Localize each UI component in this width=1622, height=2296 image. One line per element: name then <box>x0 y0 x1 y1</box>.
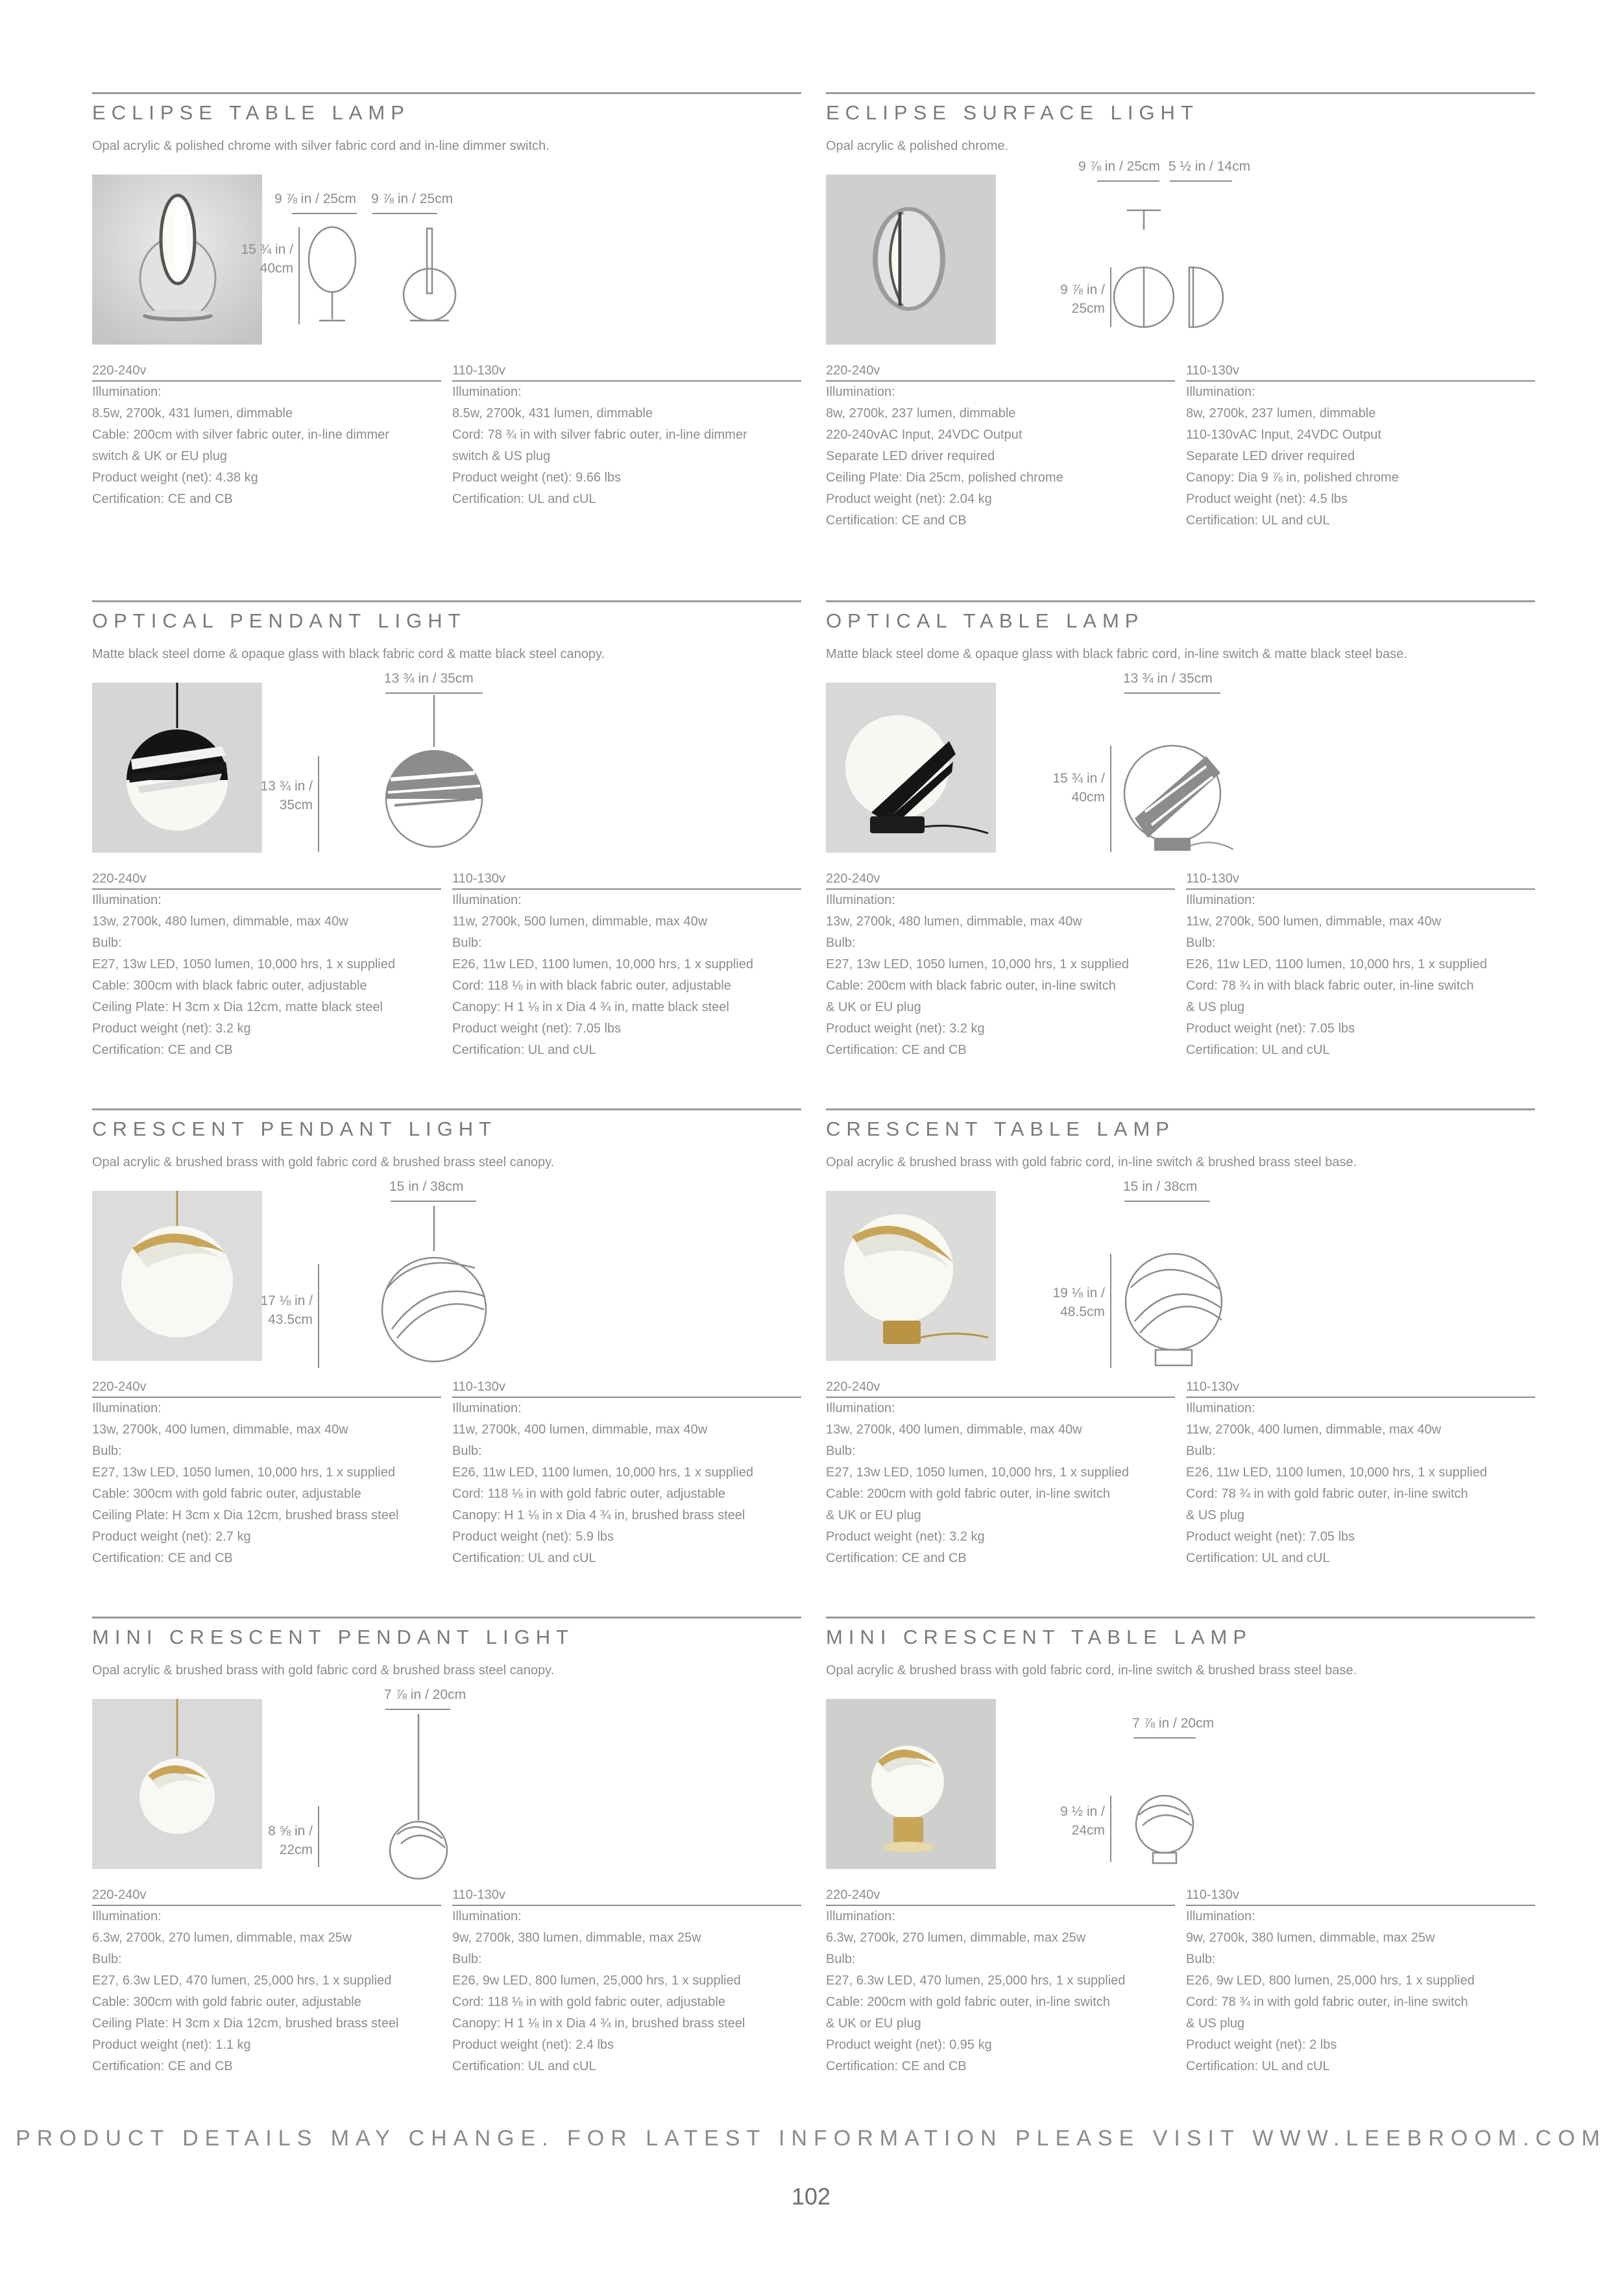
voltage-label: 110-130v <box>452 1886 801 1906</box>
height-dimension: 19 ⅛ in / 48.5cm <box>1052 1286 1105 1319</box>
voltage-label: 220-240v <box>92 361 441 382</box>
product-title: OPTICAL PENDANT LIGHT <box>92 609 466 632</box>
spec-list <box>92 890 441 1061</box>
height-dimension-line <box>1110 746 1111 852</box>
spec-line: Bulb: <box>826 936 856 950</box>
product-description: Matte black steel dome & opaque glass with black fabric cord & matte black steel canopy. <box>92 647 605 661</box>
spec-list <box>92 1906 441 2077</box>
spec-line: Bulb: <box>1186 936 1216 950</box>
width-dimension-line <box>1124 1201 1210 1202</box>
spec-220-240v <box>826 1886 1175 2077</box>
spec-line: E26, 9w LED, 800 lumen, 25,000 hrs, 1 x supplied <box>452 1973 741 1988</box>
section-divider <box>826 92 1535 94</box>
width-dimension-secondary: 5 ½ in / 14cm <box>1168 159 1251 174</box>
width-dimension: 15 in / 38cm <box>1123 1179 1198 1194</box>
height-dimension: 8 ⅝ in / 22cm <box>268 1824 313 1857</box>
width-dimension-line <box>385 692 483 694</box>
spec-line: Product weight (net): 0.95 kg <box>826 2038 992 2052</box>
spec-list <box>826 382 1175 531</box>
spec-line: Illumination: <box>452 893 522 907</box>
eclipse-surface-light-drawing <box>1001 159 1494 358</box>
spec-line: & US plug <box>1186 2016 1245 2031</box>
spec-line: Cable: 300cm with gold fabric outer, adjustable <box>92 1995 361 2009</box>
spec-line: Ceiling Plate: H 3cm x Dia 12cm, matte black steel <box>92 1000 383 1014</box>
width-dimension-line-secondary <box>1170 180 1232 182</box>
spec-line: Product weight (net): 3.2 kg <box>826 1530 985 1544</box>
spec-line: Bulb: <box>452 1952 482 1966</box>
spec-line: Certification: UL and cUL <box>452 1043 596 1057</box>
spec-list <box>1186 1398 1535 1569</box>
spec-line: Bulb: <box>1186 1444 1216 1458</box>
spec-line: Certification: CE and CB <box>92 492 233 506</box>
spec-line: Cord: 118 ⅛ in with gold fabric outer, adjustable <box>452 1995 725 2009</box>
product-description: Matte black steel dome & opaque glass with black fabric cord, in-line switch & matte black steel base. <box>826 647 1407 661</box>
spec-line: Illumination: <box>452 1401 522 1415</box>
product-mini-crescent-table-lamp <box>826 1617 1535 2094</box>
spec-list <box>1186 382 1535 531</box>
product-title: ECLIPSE TABLE LAMP <box>92 101 410 124</box>
spec-line: Canopy: H 1 ⅛ in x Dia 4 ¾ in, brushed brass steel <box>452 2016 745 2031</box>
voltage-label: 220-240v <box>826 1886 1175 1906</box>
section-divider <box>826 1108 1535 1110</box>
spec-line: 110-130vAC Input, 24VDC Output <box>1186 428 1381 442</box>
spec-line: E26, 11w LED, 1100 lumen, 10,000 hrs, 1 x supplied <box>1186 1465 1487 1480</box>
spec-line: E26, 9w LED, 800 lumen, 25,000 hrs, 1 x supplied <box>1186 1973 1475 1988</box>
spec-line: Illumination: <box>1186 1909 1255 1924</box>
section-divider <box>826 600 1535 602</box>
spec-line: & UK or EU plug <box>826 2016 921 2031</box>
width-dimension-line-secondary <box>372 213 437 214</box>
spec-line: Cord: 118 ⅛ in with black fabric outer, adjustable <box>452 979 731 993</box>
spec-line: & UK or EU plug <box>826 1508 921 1522</box>
spec-line: E26, 11w LED, 1100 lumen, 10,000 hrs, 1 x supplied <box>1186 957 1487 971</box>
spec-line: 13w, 2700k, 400 lumen, dimmable, max 40w <box>92 1423 348 1437</box>
spec-line: Bulb: <box>92 1444 122 1458</box>
spec-list <box>1186 1906 1535 2077</box>
spec-line: E26, 11w LED, 1100 lumen, 10,000 hrs, 1 x supplied <box>452 957 753 971</box>
height-dimension: 9 ½ in / 24cm <box>1060 1804 1105 1838</box>
spec-line: 11w, 2700k, 500 lumen, dimmable, max 40w <box>452 914 708 929</box>
width-dimension-line <box>1097 180 1159 182</box>
spec-line: Product weight (net): 2.04 kg <box>826 492 992 506</box>
spec-line: Product weight (net): 4.5 lbs <box>1186 492 1348 506</box>
spec-line: 8.5w, 2700k, 431 lumen, dimmable <box>452 406 653 421</box>
spec-list <box>452 890 801 1061</box>
product-crescent-pendant-light <box>92 1108 801 1585</box>
spec-line: Bulb: <box>452 1444 482 1458</box>
voltage-label: 220-240v <box>826 361 1175 382</box>
optical-pendant-light-photo <box>92 683 262 853</box>
spec-list <box>452 382 801 510</box>
voltage-label: 110-130v <box>452 1378 801 1398</box>
spec-110-130v <box>452 1378 801 1569</box>
product-title: CRESCENT PENDANT LIGHT <box>92 1117 498 1140</box>
spec-line: Bulb: <box>826 1444 856 1458</box>
spec-110-130v <box>452 870 801 1061</box>
spec-line: E26, 11w LED, 1100 lumen, 10,000 hrs, 1 x supplied <box>452 1465 753 1480</box>
product-title: MINI CRESCENT PENDANT LIGHT <box>92 1626 575 1648</box>
product-title: OPTICAL TABLE LAMP <box>826 609 1144 632</box>
spec-line: Certification: CE and CB <box>826 1551 967 1565</box>
height-dimension-line <box>318 756 319 852</box>
section-divider <box>826 1617 1535 1618</box>
height-dimension-line <box>318 1264 319 1368</box>
product-eclipse-surface-light <box>826 92 1535 569</box>
crescent-pendant-light-drawing <box>260 1179 760 1374</box>
spec-line: Product weight (net): 9.66 lbs <box>452 470 622 485</box>
spec-line: Product weight (net): 1.1 kg <box>92 2038 251 2052</box>
spec-line: Bulb: <box>452 936 482 950</box>
spec-line: Bulb: <box>1186 1952 1216 1966</box>
spec-line: 6.3w, 2700k, 270 lumen, dimmable, max 25w <box>826 1931 1086 1945</box>
height-dimension: 9 ⅞ in / 25cm <box>1060 282 1105 316</box>
width-dimension-secondary: 9 ⅞ in / 25cm <box>371 191 454 206</box>
spec-line: Cord: 78 ¾ in with gold fabric outer, in-line switch <box>1186 1995 1468 2009</box>
spec-list <box>92 382 441 510</box>
spec-line: & US plug <box>1186 1508 1245 1522</box>
spec-line: E27, 13w LED, 1050 lumen, 10,000 hrs, 1 x supplied <box>826 1465 1129 1480</box>
spec-list <box>92 1398 441 1569</box>
spec-220-240v <box>92 361 441 510</box>
height-dimension: 17 ⅛ in / 43.5cm <box>260 1293 313 1327</box>
spec-line: Illumination: <box>1186 893 1255 907</box>
spec-line: Cable: 200cm with black fabric outer, in-line switch <box>826 979 1116 993</box>
voltage-label: 110-130v <box>452 361 801 382</box>
section-divider <box>92 1108 801 1110</box>
spec-line: Illumination: <box>826 385 895 399</box>
spec-110-130v <box>1186 361 1535 531</box>
spec-line: 11w, 2700k, 400 lumen, dimmable, max 40w <box>1186 1423 1442 1437</box>
optical-table-lamp-photo <box>826 683 996 853</box>
spec-line: 8w, 2700k, 237 lumen, dimmable <box>826 406 1016 421</box>
spec-110-130v <box>452 1886 801 2077</box>
spec-line: Ceiling Plate: H 3cm x Dia 12cm, brushed brass steel <box>92 2016 399 2031</box>
product-eclipse-table-lamp <box>92 92 801 569</box>
spec-line: switch & UK or EU plug <box>92 449 227 463</box>
height-dimension-line <box>1110 1796 1111 1862</box>
voltage-label: 110-130v <box>1186 1886 1535 1906</box>
spec-line: & US plug <box>1186 1000 1245 1014</box>
spec-line: 220-240vAC Input, 24VDC Output <box>826 428 1023 442</box>
width-dimension: 9 ⅞ in / 25cm <box>1078 159 1160 174</box>
spec-line: Illumination: <box>826 893 895 907</box>
height-dimension: 15 ¾ in / 40cm <box>241 242 293 276</box>
spec-line: Certification: CE and CB <box>92 2059 233 2073</box>
spec-line: Product weight (net): 7.05 lbs <box>452 1021 622 1036</box>
spec-line: Certification: UL and cUL <box>452 492 596 506</box>
product-title: MINI CRESCENT TABLE LAMP <box>826 1626 1252 1648</box>
spec-line: Illumination: <box>92 1909 162 1924</box>
spec-list <box>826 890 1175 1061</box>
height-dimension-line <box>318 1806 319 1867</box>
voltage-label: 110-130v <box>1186 361 1535 382</box>
spec-list <box>452 1398 801 1569</box>
spec-line: & UK or EU plug <box>826 1000 921 1014</box>
height-dimension: 13 ¾ in / 35cm <box>260 779 313 812</box>
spec-line: Illumination: <box>826 1909 895 1924</box>
width-dimension-line <box>292 213 357 214</box>
product-optical-pendant-light <box>92 600 801 1077</box>
spec-line: Certification: UL and cUL <box>452 2059 596 2073</box>
voltage-label: 220-240v <box>826 1378 1175 1398</box>
spec-line: 13w, 2700k, 480 lumen, dimmable, max 40w <box>92 914 348 929</box>
spec-line: E27, 6.3w LED, 470 lumen, 25,000 hrs, 1 x supplied <box>826 1973 1126 1988</box>
product-description: Opal acrylic & brushed brass with gold fabric cord, in-line switch & brushed brass steel base. <box>826 1663 1357 1678</box>
spec-list <box>452 1906 801 2077</box>
optical-pendant-light-drawing <box>260 671 760 866</box>
spec-line: Cable: 200cm with gold fabric outer, in-line switch <box>826 1487 1110 1501</box>
voltage-label: 110-130v <box>1186 870 1535 890</box>
width-dimension: 13 ¾ in / 35cm <box>1123 671 1213 686</box>
spec-line: 11w, 2700k, 500 lumen, dimmable, max 40w <box>1186 914 1442 929</box>
spec-line: Cord: 118 ⅛ in with gold fabric outer, adjustable <box>452 1487 725 1501</box>
spec-line: Product weight (net): 7.05 lbs <box>1186 1021 1355 1036</box>
spec-line: 6.3w, 2700k, 270 lumen, dimmable, max 25w <box>92 1931 352 1945</box>
spec-line: Illumination: <box>92 893 162 907</box>
product-description: Opal acrylic & brushed brass with gold fabric cord & brushed brass steel canopy. <box>92 1155 555 1169</box>
spec-line: 9w, 2700k, 380 lumen, dimmable, max 25w <box>452 1931 701 1945</box>
product-mini-crescent-pendant-light <box>92 1617 801 2094</box>
spec-line: Certification: CE and CB <box>826 2059 967 2073</box>
width-dimension: 15 in / 38cm <box>389 1179 464 1194</box>
spec-line: E27, 13w LED, 1050 lumen, 10,000 hrs, 1 x supplied <box>92 1465 395 1480</box>
spec-220-240v <box>826 1378 1175 1569</box>
width-dimension: 13 ¾ in / 35cm <box>384 671 474 686</box>
spec-line: Canopy: H 1 ⅛ in x Dia 4 ¾ in, matte black steel <box>452 1000 729 1014</box>
product-crescent-table-lamp <box>826 1108 1535 1585</box>
spec-220-240v <box>92 870 441 1061</box>
spec-line: Product weight (net): 2.7 kg <box>92 1530 251 1544</box>
width-dimension: 7 ⅞ in / 20cm <box>1132 1716 1215 1731</box>
spec-220-240v <box>826 870 1175 1061</box>
voltage-label: 110-130v <box>452 870 801 890</box>
product-optical-table-lamp <box>826 600 1535 1077</box>
product-title: ECLIPSE SURFACE LIGHT <box>826 101 1199 124</box>
spec-line: Canopy: H 1 ⅛ in x Dia 4 ¾ in, brushed brass steel <box>452 1508 745 1522</box>
width-dimension-line <box>1124 692 1220 694</box>
spec-line: Ceiling Plate: Dia 25cm, polished chrome <box>826 470 1063 485</box>
spec-line: 8.5w, 2700k, 431 lumen, dimmable <box>92 406 293 421</box>
spec-line: Certification: UL and cUL <box>1186 513 1330 528</box>
voltage-label: 110-130v <box>1186 1378 1535 1398</box>
spec-line: Illumination: <box>1186 385 1255 399</box>
eclipse-table-lamp-drawing <box>241 170 760 358</box>
spec-line: Illumination: <box>452 385 522 399</box>
spec-line: Certification: CE and CB <box>92 1551 233 1565</box>
width-dimension-line <box>1133 1737 1196 1739</box>
product-description: Opal acrylic & brushed brass with gold fabric cord, in-line switch & brushed brass steel base. <box>826 1155 1357 1169</box>
spec-line: 13w, 2700k, 400 lumen, dimmable, max 40w <box>826 1423 1082 1437</box>
mini-crescent-table-lamp-photo <box>826 1699 996 1869</box>
section-divider <box>92 92 801 94</box>
mini-crescent-pendant-light-drawing <box>267 1687 760 1883</box>
spec-list <box>826 1398 1175 1569</box>
spec-list <box>1186 890 1535 1061</box>
spec-line: Separate LED driver required <box>1186 449 1355 463</box>
width-dimension-line <box>391 1201 476 1202</box>
spec-line: Certification: UL and cUL <box>1186 1551 1330 1565</box>
spec-line: Canopy: Dia 9 ⅞ in, polished chrome <box>1186 470 1399 485</box>
width-dimension: 7 ⅞ in / 20cm <box>384 1687 466 1702</box>
spec-line: Certification: CE and CB <box>826 513 967 528</box>
spec-line: Bulb: <box>92 936 122 950</box>
spec-110-130v <box>452 361 801 510</box>
optical-table-lamp-drawing <box>1001 671 1494 866</box>
page-number: 102 <box>791 2183 831 2210</box>
spec-line: Product weight (net): 7.05 lbs <box>1186 1530 1355 1544</box>
spec-line: E27, 13w LED, 1050 lumen, 10,000 hrs, 1 x supplied <box>826 957 1129 971</box>
spec-line: Product weight (net): 4.38 kg <box>92 470 258 485</box>
spec-220-240v <box>826 361 1175 531</box>
width-dimension-line <box>385 1709 450 1710</box>
spec-line: Certification: CE and CB <box>826 1043 967 1057</box>
spec-line: Product weight (net): 5.9 lbs <box>452 1530 614 1544</box>
spec-110-130v <box>1186 870 1535 1061</box>
spec-line: 9w, 2700k, 380 lumen, dimmable, max 25w <box>1186 1931 1435 1945</box>
spec-220-240v <box>92 1886 441 2077</box>
spec-line: Illumination: <box>452 1909 522 1924</box>
voltage-label: 220-240v <box>92 1378 441 1398</box>
spec-list <box>826 1906 1175 2077</box>
crescent-table-lamp-photo <box>826 1191 996 1361</box>
footer-notice: PRODUCT DETAILS MAY CHANGE. FOR LATEST INFORMATION PLEASE VISIT WWW.LEEBROOM.COM <box>16 2126 1606 2151</box>
mini-crescent-table-lamp-drawing <box>1001 1694 1494 1883</box>
spec-line: Ceiling Plate: H 3cm x Dia 12cm, brushed brass steel <box>92 1508 399 1522</box>
product-title: CRESCENT TABLE LAMP <box>826 1117 1175 1140</box>
height-dimension-line <box>1110 1254 1111 1368</box>
spec-line: Certification: UL and cUL <box>1186 2059 1330 2073</box>
spec-line: 11w, 2700k, 400 lumen, dimmable, max 40w <box>452 1423 708 1437</box>
spec-line: Illumination: <box>1186 1401 1255 1415</box>
spec-line: switch & US plug <box>452 449 551 463</box>
spec-line: Certification: UL and cUL <box>452 1551 596 1565</box>
spec-line: E27, 13w LED, 1050 lumen, 10,000 hrs, 1 x supplied <box>92 957 395 971</box>
spec-line: Product weight (net): 2.4 lbs <box>452 2038 614 2052</box>
voltage-label: 220-240v <box>92 870 441 890</box>
product-description: Opal acrylic & polished chrome with silver fabric cord and in-line dimmer switch. <box>92 139 550 153</box>
spec-110-130v <box>1186 1378 1535 1569</box>
spec-line: Cord: 78 ¾ in with gold fabric outer, in-line switch <box>1186 1487 1468 1501</box>
spec-line: Product weight (net): 3.2 kg <box>92 1021 251 1036</box>
spec-line: 13w, 2700k, 480 lumen, dimmable, max 40w <box>826 914 1082 929</box>
crescent-pendant-light-photo <box>92 1191 262 1361</box>
spec-line: Cord: 78 ¾ in with black fabric outer, in-line switch <box>1186 979 1474 993</box>
section-divider <box>92 600 801 602</box>
eclipse-surface-light-photo <box>826 175 996 345</box>
height-dimension: 15 ¾ in / 40cm <box>1052 771 1105 805</box>
spec-line: Illumination: <box>92 385 162 399</box>
spec-line: Illumination: <box>826 1401 895 1415</box>
spec-line: Illumination: <box>92 1401 162 1415</box>
spec-line: 8w, 2700k, 237 lumen, dimmable <box>1186 406 1376 421</box>
spec-line: Product weight (net): 2 lbs <box>1186 2038 1337 2052</box>
voltage-label: 220-240v <box>826 870 1175 890</box>
spec-line: Cable: 200cm with silver fabric outer, in-line dimmer <box>92 428 389 442</box>
spec-110-130v <box>1186 1886 1535 2077</box>
width-dimension: 9 ⅞ in / 25cm <box>274 191 356 206</box>
spec-line: Cable: 200cm with gold fabric outer, in-line switch <box>826 1995 1110 2009</box>
section-divider <box>92 1617 801 1618</box>
spec-line: Cord: 78 ¾ in with silver fabric outer, in-line dimmer <box>452 428 747 442</box>
spec-line: Cable: 300cm with black fabric outer, adjustable <box>92 979 367 993</box>
spec-220-240v <box>92 1378 441 1569</box>
spec-line: Bulb: <box>826 1952 856 1966</box>
product-description: Opal acrylic & brushed brass with gold fabric cord & brushed brass steel canopy. <box>92 1663 555 1678</box>
spec-line: Cable: 300cm with gold fabric outer, adjustable <box>92 1487 361 1501</box>
spec-line: Bulb: <box>92 1952 122 1966</box>
product-description: Opal acrylic & polished chrome. <box>826 139 1009 153</box>
spec-line: Certification: CE and CB <box>92 1043 233 1057</box>
spec-line: E27, 6.3w LED, 470 lumen, 25,000 hrs, 1 x supplied <box>92 1973 392 1988</box>
spec-line: Certification: UL and cUL <box>1186 1043 1330 1057</box>
voltage-label: 220-240v <box>92 1886 441 1906</box>
spec-line: Product weight (net): 3.2 kg <box>826 1021 985 1036</box>
spec-line: Separate LED driver required <box>826 449 995 463</box>
crescent-table-lamp-drawing <box>1001 1179 1494 1374</box>
